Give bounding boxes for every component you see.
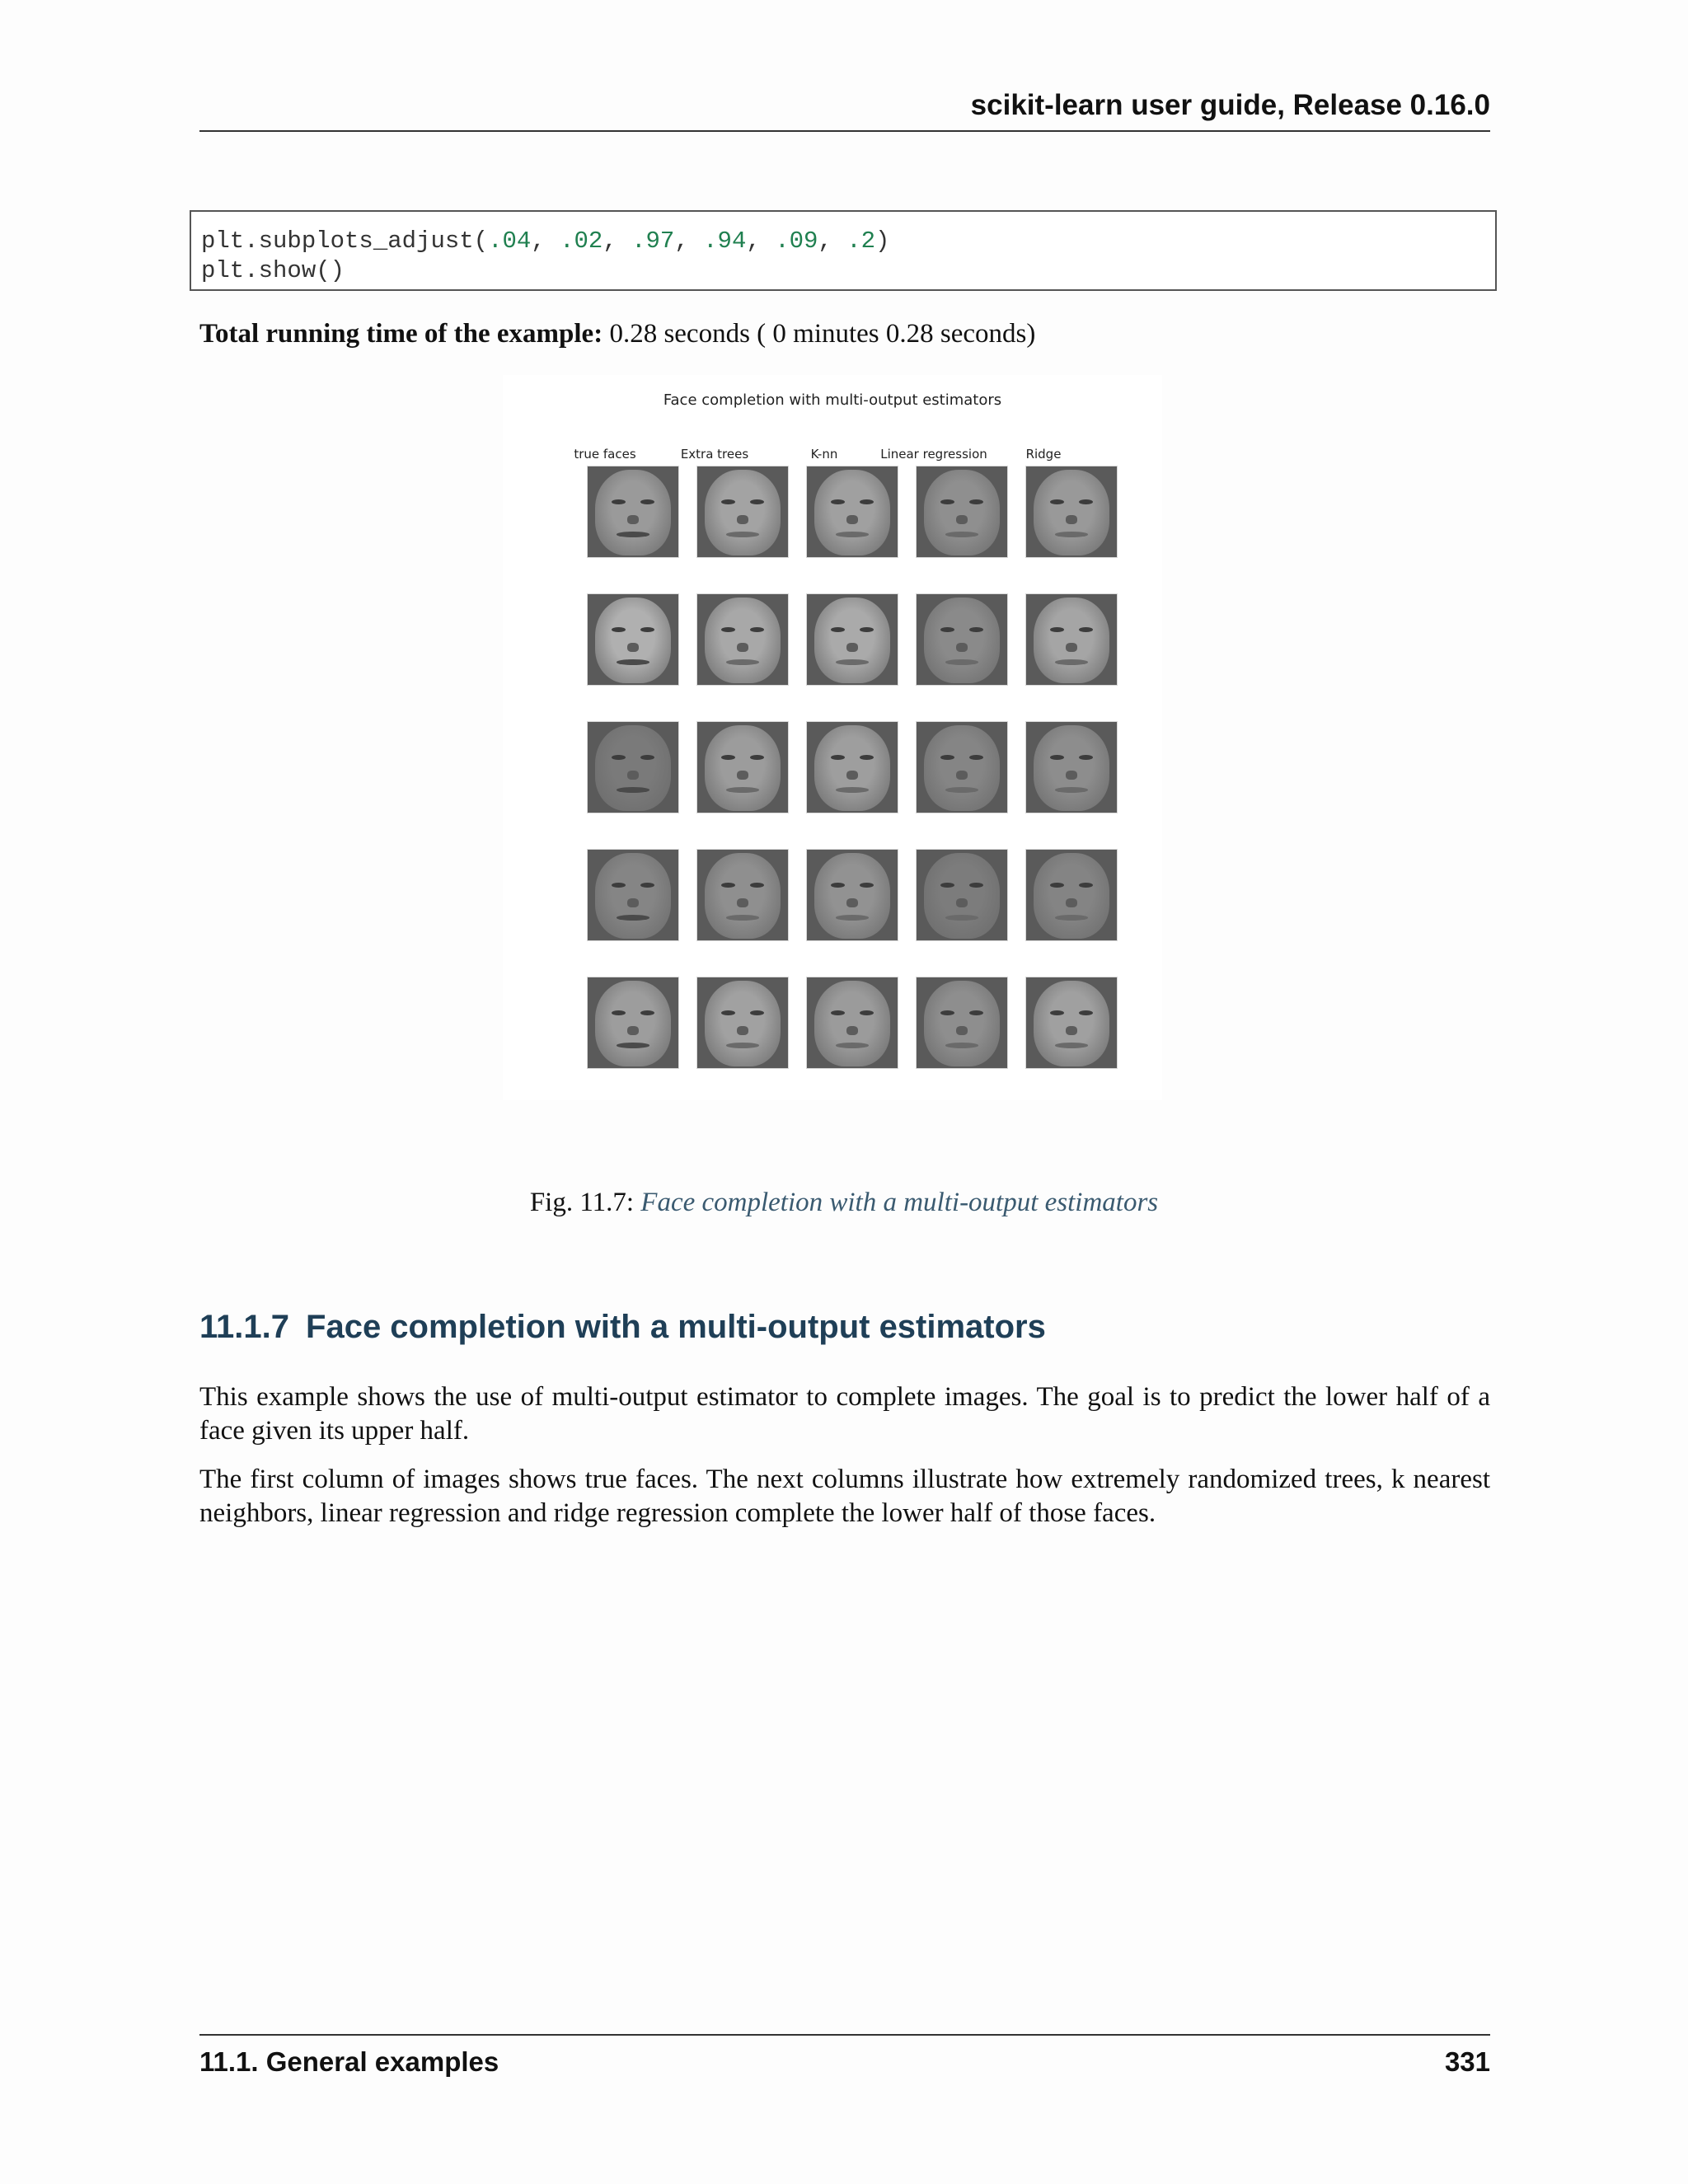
face-image: [806, 849, 898, 941]
face-image: [696, 593, 789, 686]
face-image: [1025, 977, 1118, 1069]
code-arg: .2: [846, 227, 876, 255]
face-image: [587, 977, 679, 1069]
face-image: [806, 977, 898, 1069]
figure-caption: [0, 1185, 1688, 1220]
caption-link[interactable]: Face completion with a multi-output estimators: [640, 1188, 1159, 1217]
running-time: [199, 316, 1035, 351]
face-image: [916, 593, 1008, 686]
face-image: [696, 721, 789, 813]
paragraph: This example shows the use of multi-output estimator to complete images. The goal is to predict the lower half of a face given its upper half.: [199, 1382, 1490, 1446]
face-image: [696, 977, 789, 1069]
face-image: [916, 466, 1008, 558]
face-image: [696, 466, 789, 558]
section-heading: [199, 1306, 1046, 1347]
column-title: Linear regression: [880, 447, 987, 462]
figure-title: Face completion with multi-output estimators: [663, 391, 1002, 409]
code-arg: .94: [703, 227, 747, 255]
face-image: [916, 977, 1008, 1069]
code-line-2: plt.show(): [201, 257, 345, 284]
paragraph: The first column of images shows true faces. The next columns illustrate how extremely randomized trees, k nearest neighbors, linear regression and ridge regression complete the lower half of those faces.: [199, 1465, 1490, 1528]
column-title: K-nn: [810, 447, 838, 462]
running-time-label: Total running time of the example:: [199, 319, 603, 349]
column-title: Ridge: [1025, 447, 1062, 462]
code-arg: .04: [488, 227, 532, 255]
page-header: [199, 89, 1490, 132]
face-image: [587, 466, 679, 558]
face-image: [916, 849, 1008, 941]
code-prefix: plt.subplots_adjust(: [201, 227, 489, 255]
face-image: [587, 849, 679, 941]
face-completion-figure: [503, 375, 1162, 1100]
face-image: [1025, 593, 1118, 686]
code-suffix: ): [875, 227, 890, 255]
running-time-value: 0.28 seconds ( 0 minutes 0.28 seconds): [609, 319, 1036, 349]
page-number: 331: [1444, 2046, 1490, 2077]
code-arg: .09: [775, 227, 818, 255]
code-block: [190, 210, 1497, 291]
face-image: [587, 593, 679, 686]
face-image: [916, 721, 1008, 813]
face-image: [1025, 721, 1118, 813]
code-line-1: plt.subplots_adjust(.04, .02, .97, .94, .09, .2): [201, 227, 890, 255]
code-arg: .02: [560, 227, 603, 255]
face-image: [587, 721, 679, 813]
footer-section: 11.1. General examples: [199, 2046, 499, 2077]
face-image: [806, 593, 898, 686]
caption-prefix: Fig. 11.7:: [529, 1188, 635, 1217]
face-image: [696, 849, 789, 941]
face-image: [806, 721, 898, 813]
column-title: Extra trees: [680, 447, 749, 462]
face-image: [1025, 466, 1118, 558]
section-number: 11.1.7: [199, 1309, 290, 1345]
section-title: Face completion with a multi-output estimators: [306, 1309, 1046, 1345]
face-image: [806, 466, 898, 558]
column-title: true faces: [574, 447, 636, 462]
page-footer: [199, 2034, 1490, 2079]
header-title: scikit-learn user guide, Release 0.16.0: [970, 89, 1490, 121]
face-image: [1025, 849, 1118, 941]
code-arg: .97: [631, 227, 675, 255]
